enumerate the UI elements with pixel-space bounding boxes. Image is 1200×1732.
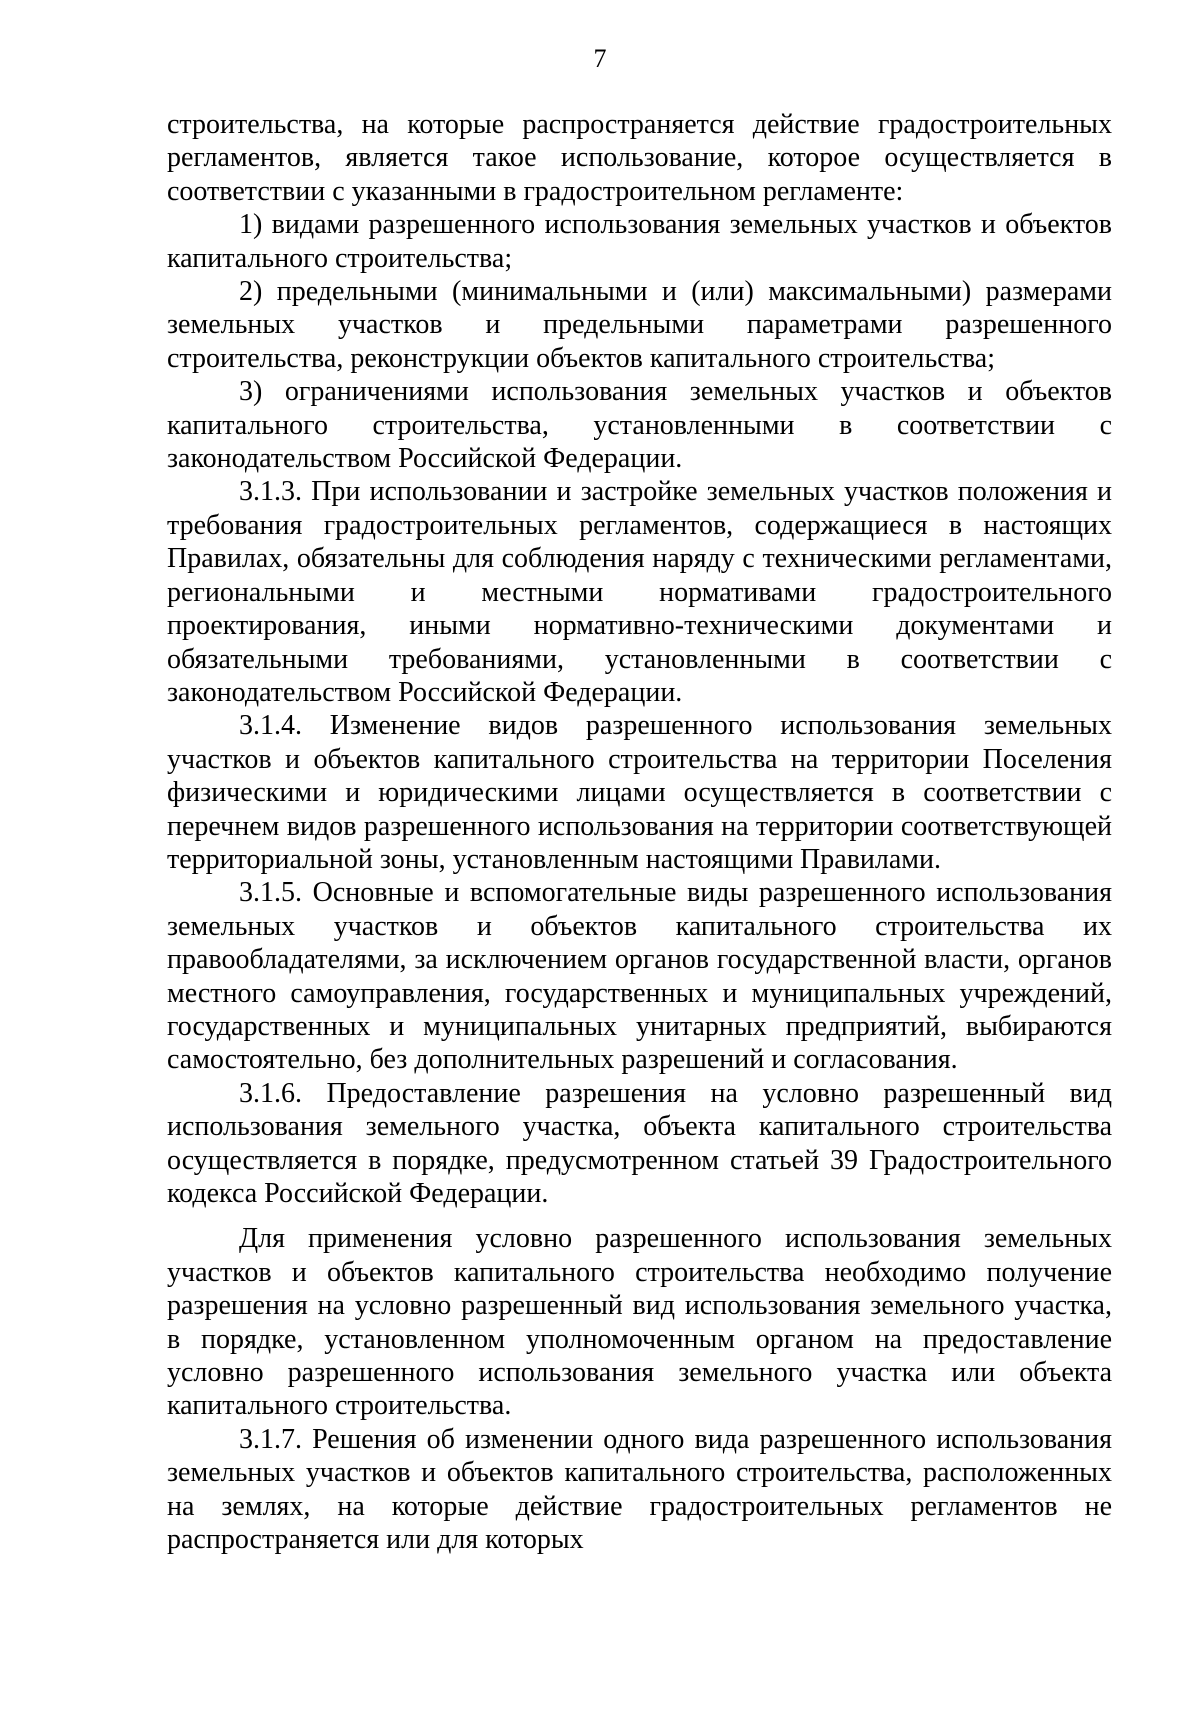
page-number: 7 [593, 44, 607, 73]
list-item-1: 1) видами разрешенного использования земельных участков и объектов капитального строительства; [167, 209, 1112, 274]
clause-3-1-7: 3.1.7. Решения об изменении одного вида разрешенного использования земельных участков и объектов капитального строительства, расположенных на землях, на которые действие градостроительных регламентов не распространяется или для которых [167, 1423, 1112, 1556]
clause-3-1-6: 3.1.6. Предоставление разрешения на условно разрешенный вид использования земельного участка, объекта капитального строительства осуществляется в порядке, предусмотренном статьей 39 Градостроительного кодекса Российской Федерации. [167, 1077, 1112, 1209]
clause-3-1-5: 3.1.5. Основные и вспомогательные виды разрешенного использования земельных участков и объектов капитального строительства их правообладателями, за исключением органов государственной власти, органов местного самоуправления, государственных и муниципальных учреждений, государственных и муниципальных унитарных предприятий, выбираются самостоятельно, без дополнительных разрешений и согласования. [167, 877, 1112, 1076]
list-item-3: 3) ограничениями использования земельных участков и объектов капитального строительства, установленными в соответствии с законодательством Российской Федерации. [167, 376, 1112, 475]
list-item-2: 2) предельными (минимальными и (или) максимальными) размерами земельных участков и предельными параметрами разрешенного строительства, реконструкции объектов капитального строительства; [167, 276, 1112, 374]
clause-3-1-3: 3.1.3. При использовании и застройке земельных участков положения и требования градостроительных регламентов, содержащиеся в настоящих Правилах, обязательны для соблюдения наряду с техническими регламентами, региональными и местными нормативами градостроительного проектирования, иными нормативно-техническими документами и обязательными требованиями, установленными в соответствии с законодательством Российской Федерации. [167, 476, 1112, 708]
paragraph-conditional-use: Для применения условно разрешенного использования земельных участков и объектов капитального строительства необходимо получение разрешения на условно разрешенный вид использования земельного участка, в порядке, установленном уполномоченным органом на предоставление условно разрешенного использования земельного участка или объекта капитального строительства. [167, 1223, 1112, 1422]
document-body [167, 108, 1112, 1556]
clause-3-1-4: 3.1.4. Изменение видов разрешенного использования земельных участков и объектов капитального строительства на территории Поселения физическими и юридическими лицами осуществляется в соответствии с перечнем видов разрешенного использования на территории соответствующей территориальной зоны, установленным настоящими Правилами. [167, 710, 1112, 875]
paragraph-continuation: строительства, на которые распространяется действие градостроительных регламентов, является такое использование, которое осуществляется в соответствии с указанными в градостроительном регламенте: [167, 109, 1112, 207]
